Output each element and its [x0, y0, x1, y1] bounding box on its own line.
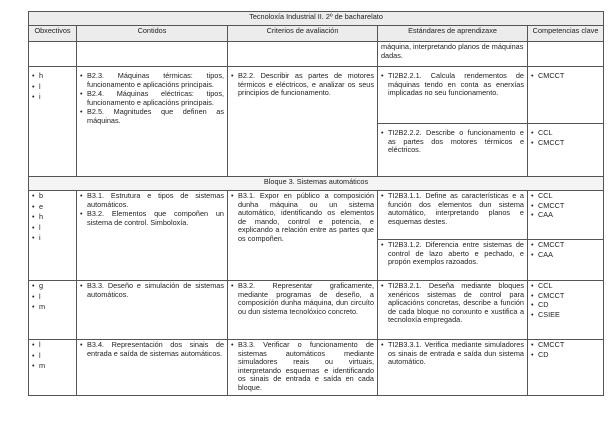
contents-cell [77, 281, 228, 340]
objective-item: • h [32, 213, 73, 222]
contents-cell [77, 340, 228, 396]
standard-cell [378, 340, 528, 396]
criteria-cell [228, 67, 378, 177]
objective-item: • e [32, 203, 73, 212]
objective-item: • l [32, 341, 73, 350]
competences-cell [528, 67, 604, 124]
block-title: Bloque 3. Sistemas automáticos [29, 177, 604, 191]
criteria-item: • B3.1. Expor en público a composición dunha máquina ou un sistema automático, identificando os elementos de mando, control e potencia, e explicando a relación entre as partes que os compoñen. [231, 192, 374, 244]
competences-cell [528, 340, 604, 396]
competence-item: • CCL [531, 282, 600, 291]
standard-item: • TI2B3.3.1. Verifica mediante simuladores os sinais de entrada e saída dun sistema automático. [381, 341, 524, 367]
objective-item: • l [32, 293, 73, 302]
competence-item: • CMCCT [531, 292, 600, 301]
competence-item: • CCL [531, 192, 600, 201]
standard-item: • TI2B3.1.2. Diferencia entre sistemas de control de lazo aberto e pechado, e propón exemplos razoados. [381, 241, 524, 267]
objective-item: • i [32, 234, 73, 243]
table-row [29, 67, 604, 124]
table-title-row [29, 12, 604, 26]
standard-cell [378, 240, 528, 281]
standard-item: • TI2B2.2.1. Calcula rendementos de máquinas tendo en conta as enerxías implicadas no seu funcionamento. [381, 72, 524, 98]
content-item: • B3.2. Elementos que compoñen un sistema de control. Simboloxía. [80, 210, 224, 227]
header-criteria: Criterios de avaliación [228, 26, 378, 42]
content-item: • B2.4. Máquinas eléctricas: tipos, funcionamento e aplicacións principais. [80, 90, 224, 107]
objective-item: • l [32, 83, 73, 92]
criteria-item: • B3.2. Representar graficamente, mediante programas de deseño, a composición dunha máquina, dun circuíto ou dun sistema tecnolóxico concreto. [231, 282, 374, 316]
standard-item: • TI2B3.2.1. Deseña mediante bloques xenéricos sistemas de control para aplicacións concretas, describe a función de cada bloque no conxunto e xustifica a tecnoloxía empregada. [381, 282, 524, 325]
standard-cell [378, 281, 528, 340]
competences-cell [528, 124, 604, 177]
objective-item: • g [32, 282, 73, 291]
competence-item: • CMCCT [531, 341, 600, 350]
competence-item: • CMCCT [531, 241, 600, 250]
competence-item: • CMCCT [531, 72, 600, 81]
contents-cell [77, 191, 228, 281]
header-contents: Contidos [77, 26, 228, 42]
standard-cell [378, 191, 528, 240]
table-row [29, 340, 604, 396]
competence-item: • CAA [531, 251, 600, 260]
table-row [29, 191, 604, 240]
criteria-cell [228, 281, 378, 340]
criteria-cell [228, 340, 378, 396]
objective-item: • m [32, 362, 73, 371]
competences-cell [528, 281, 604, 340]
competences-cell [528, 240, 604, 281]
standard-cell [378, 124, 528, 177]
competence-item: • CCL [531, 129, 600, 138]
standard-item: • TI2B2.2.2. Describe o funcionamento e as partes dos motores térmicos e eléctricos. [381, 129, 524, 155]
objectives-cell [29, 281, 77, 340]
competence-item: • CD [531, 351, 600, 360]
objective-item: • l [32, 224, 73, 233]
competence-item: • CMCCT [531, 139, 600, 148]
content-item: • B3.3. Deseño e simulación de sistemas automáticos. [80, 282, 224, 299]
criteria-item: • B2.2. Describir as partes de motores térmicos e eléctricos, e analizar os seus principios de funcionamento. [231, 72, 374, 98]
content-item: • B2.3. Máquinas térmicas: tipos, funcionamento e aplicacións principais. [80, 72, 224, 89]
content-item: • B3.1. Estrutura e tipos de sistemas automáticos. [80, 192, 224, 209]
objective-item: • m [32, 303, 73, 312]
standard-cell [378, 67, 528, 124]
header-row [29, 26, 604, 42]
objective-item: • i [32, 93, 73, 102]
criteria-item: • B3.3. Verificar o funcionamento de sistemas automáticos mediante simuladores reais ou virtuais, interpretando esquemas e identificando os sinais de entrada e saída en cada bloque. [231, 341, 374, 393]
objectives-cell [29, 340, 77, 396]
objective-item: • h [32, 72, 73, 81]
standard-cell: máquina, interpretando planos de máquinas dadas. [378, 42, 528, 67]
header-objectives: Obxectivos [29, 26, 77, 42]
content-item: • B3.4. Representación dos sinais de entrada e saída de sistemas automáticos. [80, 341, 224, 358]
curriculum-table [28, 11, 604, 396]
competence-item: • CD [531, 301, 600, 310]
table-row [29, 281, 604, 340]
objectives-cell [29, 191, 77, 281]
objective-item: • b [32, 192, 73, 201]
table-row [29, 42, 604, 67]
competence-item: • CSIEE [531, 311, 600, 320]
competence-item: • CMCCT [531, 202, 600, 211]
block-title-row [29, 177, 604, 191]
header-standards: Estándares de aprendizaxe [378, 26, 528, 42]
contents-cell [77, 67, 228, 177]
standard-item: • TI2B3.1.1. Define as características e a función dos elementos dun sistema automático, interpretando planos e esquemas destes. [381, 192, 524, 226]
competences-cell [528, 191, 604, 240]
header-competences: Competencias clave [528, 26, 604, 42]
objectives-cell [29, 67, 77, 177]
criteria-cell [228, 191, 378, 281]
competence-item: • CAA [531, 211, 600, 220]
table-title: Tecnoloxía Industrial II. 2º de bacharelato [29, 12, 604, 26]
content-item: • B2.5. Magnitudes que definen as máquinas. [80, 108, 224, 125]
objective-item: • l [32, 352, 73, 361]
